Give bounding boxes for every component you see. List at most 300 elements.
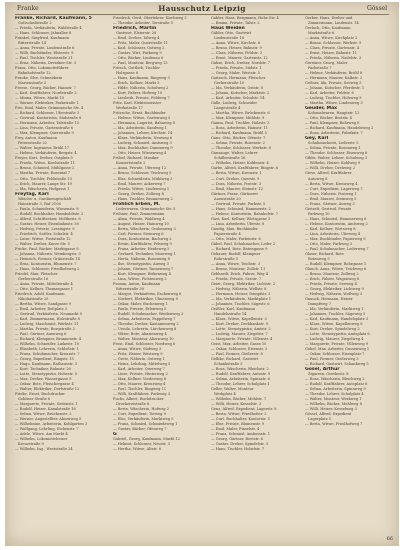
entry-line: Gottschedstraße 2: [18, 21, 52, 26]
entry-line: Fränkel, Siegfried, Kaufmann: [15, 36, 70, 41]
entry-line: — Berta, Witwe, Friedhofstr. 2: [211, 412, 267, 417]
entry-line: — Alma, Private, Waldweg 4: [113, 216, 165, 221]
entry-line: Konzertstraße 2: [116, 161, 146, 166]
entry-line: — Erich, Fahrer, Wagenweg 8: [305, 276, 360, 281]
entry-line: Kolonialwaren, Hauptstr. 12: [308, 111, 360, 116]
entry-line: — Erna, Kontoristin, Blumenstr. 7: [15, 261, 77, 266]
entry-line: — Martha, Witwe, Lindenweg 3: [305, 101, 363, 106]
entry-line: — Erwin, Kraftfahrer, Felsweg 9: [113, 241, 172, 246]
entry-line: Frauke, Else, Schneiderin: [15, 76, 63, 81]
entry-line: — Liese, Private, Hinterweg 2: [113, 372, 168, 377]
entry-line: — Johann, Kutscher, Pferdestr. 1: [305, 86, 365, 91]
entry-line: Farbstraße 7: [308, 66, 332, 71]
entry-line: — Berta, Witwe, Friedhofweg 7: [305, 422, 363, 427]
entry-line: — Frieda, Verkäuferin, Waldstraße 4: [15, 26, 82, 31]
entry-line: Botenweg 5: [308, 256, 330, 261]
entry-line: — Hans, Schlosser, Friedhofsweg 2: [15, 266, 80, 271]
entry-line: — Paul, Tischler, Weststraße 21: [15, 56, 73, 61]
entry-line: — Frieda, Näherin, Nadelstr. 3: [305, 56, 362, 61]
entry-line: — Kurt, Dreher, Drehbankstr. 9: [211, 321, 269, 326]
entry-line: — Gustav, Wirt, Parkweg 9: [113, 51, 162, 56]
entry-line: — Walter, Elektriker, Dorfstraße 12: [15, 387, 80, 392]
entry-line: — Hans, Schmied, Hammerstr. 2: [211, 206, 271, 211]
entry-line: Gahse, Erich, Dreher, Nordstr. 7: [211, 61, 270, 66]
entry-line: — Ida, Verkäuferin, Marktplatz 1: [211, 296, 272, 301]
entry-line: Dampfweg 7: [308, 301, 331, 306]
entry-line: — Frieda, Private, Seeweg 4: [305, 281, 357, 286]
entry-line: — Selma, Arbeiterin, Pappelweg 7: [113, 316, 176, 321]
entry-line: — Ludwig, Schmied, Amtsweg 3: [113, 141, 172, 146]
entry-line: — Carl, Former, Steinweg 6: [113, 231, 164, 236]
entry-line: Franz, Otto, Lokomotivführer: [15, 66, 69, 71]
entry-line: — Theodor, Dreher, Kastanienweg 2: [113, 321, 179, 326]
entry-line: — Franz, Schmied, Schmiedeweg 1: [113, 422, 178, 427]
entry-heading: Friedrich, Martin: [113, 26, 157, 32]
entry-line: — Minna, Witwe, Markt 10: [15, 96, 65, 101]
entry-line: — Theodor, Lehrer, Schulplatz 4: [305, 392, 364, 397]
entry-line: — Herta, Näherin, Rosenweg 8: [113, 256, 170, 261]
entry-line: — Emil, Maler, Pinselstr. 4: [211, 427, 260, 432]
entry-line: Gohliser Straße 6: [18, 397, 51, 402]
entry-line: — Ludwig, Tischler, Holzweg 9: [305, 96, 362, 101]
entry-line: — Adele, Witwe, Am Markt 4: [15, 432, 68, 437]
entry-line: — Bruno, Schlosser, Teichweg 5: [113, 171, 172, 176]
entry-line: — Hermann, Lagerist, Bahnweg 8: [113, 121, 175, 126]
entry-line: Marktstraße 6: [308, 31, 335, 36]
entry-line: — Wilhelm, Lokomotivheizer: [15, 437, 68, 442]
entry-line: — Gustav, Heizer, Eisenbahnstr. 30: [15, 221, 79, 226]
entry-line: — Hermann, Arbeiter, Talstraße 15: [15, 121, 80, 126]
entry-line: Glaser, Richard, Bote: [305, 251, 344, 256]
entry-line: — Erich, Kellner, Markt 5: [113, 81, 160, 86]
entry-line: — Erna, Näherin, Dresdner Str. 3: [15, 61, 76, 66]
entry-line: Gans, Otto, Bäcker, Ofenstr. 7: [211, 136, 266, 141]
entry-line: — Rudolf, Kraftfahrer, Autoplatz 6: [305, 382, 368, 387]
entry-line: — Otto, Maler, Farbweg 3: [305, 241, 353, 246]
entry-line: Gamm, Paul, Tischler, Holzstr. 3: [211, 121, 270, 126]
entry-line: — Wilhelmine, Arbeiterin, Kohlgarten 3: [15, 422, 88, 427]
entry-line: — Johann, Kutscher, Marktstr. 2: [211, 91, 270, 96]
entry-line: — Bruno, Schlosser, Werkstr. 9: [305, 41, 362, 46]
entry-line: — Gustav, Bäcker, Ofenweg 7: [113, 427, 167, 432]
entry-line: — Friedrich, Sattler, Schulstr. 4: [15, 231, 73, 236]
entry-line: — Clara, Näherin, Feldstr. 3: [211, 51, 263, 56]
entry-line: — Paul, Monteur, Bergweg 13: [113, 61, 168, 66]
entry-line: — Wilhelm, Bäcker, Mehlstr. 7: [211, 397, 267, 402]
entry-line: — Lotte, Stenotypistin, Amtstr. 2: [211, 326, 271, 331]
entry-line: Gaudig, Max, Buchbinder: [211, 226, 258, 231]
entry-line: Giese, Alfred, Kraftfahrer: [305, 171, 352, 176]
entry-line: — Ida, Arbeiterin, Sandweg 1: [113, 126, 167, 131]
column-4: [305, 16, 391, 538]
entry-line: — Margarete, Private, Villenstr. 4: [211, 337, 273, 341]
entry-line: Schuhmacherei, Lederstr. 5: [308, 141, 359, 146]
entry-line: Gibbs, Walter, Lehrer, Schulweg 3: [305, 156, 368, 161]
entry-line: — Fritz, Maler, Querstraße 11: [113, 41, 168, 46]
entry-heading: G: [113, 432, 117, 438]
entry-line: — Emma, Private, Talstr. 2: [211, 21, 260, 26]
entry-line: — Gertrud, Kontoristin, Südstraße 8: [15, 116, 82, 121]
entry-line: — Hans, Tischler, Brunnenweg 2: [113, 196, 173, 201]
entry-line: — Willi, Heizer, Kesselstr. 3: [211, 402, 262, 407]
entry-line: — Rudolf, Klempner, Rohrgasse 1: [305, 261, 367, 266]
entry-line: — Richard, Gastwirt, Schankweg 5: [305, 362, 369, 367]
entry-heading: Geuder, Max: [305, 106, 338, 112]
entry-line: Gerber, Hans, Dreher und: [305, 16, 353, 20]
entry-line: Gerstner, Georg, Maler: [305, 61, 348, 66]
entry-line: — Helene, Verkäuferin, Bergstr. 4: [15, 151, 77, 156]
entry-line: — Otto, Tischler, Feldstraße 13: [15, 176, 72, 181]
entry-line: — Selma, Private, Rosenstr. 2: [211, 141, 265, 146]
entry-line: — Hans, Tischler, Hobelstr. 7: [211, 447, 265, 452]
entry-line: — Johannes, Tischler, Sägestr. 6: [211, 301, 270, 306]
entry-line: — Richard, Kaufmann, Brühl 5: [211, 131, 267, 136]
entry-line: — Wolfgang, Lehrling, Eichenstr. 7: [15, 427, 79, 432]
entry-line: — Karl, Schlosser, Ostweg 2: [113, 46, 165, 51]
entry-line: Garbe, Alfred, Kraftfahrer, Ringstr. 6: [211, 166, 279, 171]
entry-line: — Johannes, Lehrer, Kirchstr. 14: [113, 131, 173, 136]
entry-line: — Richard, Kaufmann, Handelsweg 2: [305, 126, 374, 131]
entry-line: Werkstraße 17: [116, 106, 143, 111]
entry-line: — Bruno, Monteur, Zollstr. 11: [211, 266, 266, 271]
entry-line: Bahnhofstraße 12: [18, 71, 51, 76]
entry-line: Galle, Ludwig, Schneider: [211, 101, 258, 106]
entry-line: — Anna, Private, Mittelstraße 4: [15, 281, 73, 286]
entry-line: Hainstraße 3, Ruf 2106: [18, 201, 61, 206]
entry-line: — Gertrud, Verkäuferin, Neumarkt 5: [15, 311, 83, 316]
entry-line: — Emil, Arbeiter, Roßplatz 3: [15, 306, 68, 311]
entry-line: — Rudolf, Schuhmacher, Weidenweg 3: [113, 311, 184, 316]
entry-line: Papierstraße 4: [214, 231, 241, 236]
entry-line: — Bruno, Schmied, Mühlgasse 2: [15, 166, 75, 171]
entry-line: — Ida, Verkäuferin, Marktweg 1: [305, 306, 364, 311]
entry-line: — Heinrich, Former, Grünstraße 14: [15, 256, 80, 261]
entry-line: Zimmermann, Lindenstr. 14: [308, 21, 359, 26]
entry-line: — Oskar, Maler, Buchenweg 1: [113, 301, 168, 306]
entry-line: Lagerplatz 5: [308, 417, 332, 422]
entry-line: Wäsche- u. Gardinengeschäft: [18, 196, 72, 201]
entry-line: — Kurt, Techniker, Bahnstr. 20: [15, 367, 71, 372]
entry-line: — Anna, Witwe, Teichstr. 3: [211, 261, 261, 266]
entry-line: — Rosa, Arbeiterin, Hainstr. 11: [211, 126, 269, 131]
entry-line: — Theodor, Schlosser, Eisenweg 6: [305, 151, 368, 156]
entry-line: — Bertha, Witwe, Sandgasse 9: [15, 301, 72, 306]
entry-line: — Clara, Private, Gartenstr. 4: [305, 46, 360, 51]
entry-line: — Georg, Elektriker, Lichtweg 9: [305, 286, 364, 291]
entry-line: — Curt, Expedient, Lagerweg 7: [305, 186, 363, 191]
entry-line: — Ludwig, Maschinist, Werkstr. 11: [15, 321, 79, 326]
entry-line: — Hans, Schlosser, Jahnallee 8: [15, 31, 72, 36]
entry-heading: Gey, Karl: [305, 136, 329, 142]
entry-line: Langestraße 4: [214, 106, 241, 111]
entry-line: — Johannes, Tischler, Sägeweg 5: [305, 311, 366, 316]
entry-line: — Franz, Schmied, Ambossstr. 1: [211, 432, 270, 437]
entry-line: Gerberstraße 10: [214, 81, 245, 86]
entry-line: Friedel, Max, Fleischer: [15, 271, 58, 276]
header-title: Hausschutz Leipzig: [158, 4, 246, 13]
entry-line: — Margarete, Private, Villenweg 9: [305, 342, 369, 347]
entry-line: Geßner, Ida, Private, Seeweg 5: [305, 81, 362, 86]
entry-line: — Richard, Klempner, Brunnenstr. 4: [15, 337, 82, 341]
entry-heading: Fröhlich Erben, M.: [113, 201, 161, 207]
entry-line: Gast, Karl, Kellner, Wirtsgasse 3: [211, 216, 271, 221]
entry-line: — Gustav, Dreher, Spindelstr. 3: [211, 442, 268, 447]
entry-line: — Paul, Tischler, Ringweg 11: [113, 387, 167, 392]
entry-line: Frieke, Ernst, Buchdrucker: [15, 392, 65, 397]
entry-line: — Paul, Former, Gießerstr. 8: [211, 352, 263, 357]
entry-line: — Max, Klempner, Querstraße 9: [15, 131, 74, 136]
entry-line: — Bruno, Monteur, Zollweg 2: [305, 271, 359, 276]
entry-line: Frost, Emil, Schlosser, Nordweg 6: [113, 342, 176, 347]
entry-line: — Theodor, Arbeiter, Torstraße 5: [113, 21, 173, 26]
entry-line: Geller, Walter, Monteur: [211, 387, 254, 392]
entry-line: Schankstraße 5: [214, 362, 243, 367]
entry-line: — Frieda, Witwe, Kirchstraße 11: [15, 161, 75, 166]
entry-line: — Wilhelm, Schneider, Linkestr. 10: [15, 342, 79, 347]
entry-line: — Emil, Maurer, Steinweg 5: [305, 196, 357, 201]
entry-line: — Helene, Verkäuferin, Brühl 8: [305, 71, 363, 76]
entry-line: — Viktor, Bote, Akazienweg 4: [113, 331, 167, 336]
entry-line: — Georg, Expedient, Ringstr. 15: [15, 357, 74, 362]
entry-line: — Franz, Schuhmacher, Kreuzstr. 7: [15, 352, 80, 357]
entry-line: — Dora, Näherin, Poststr. 3: [211, 181, 262, 186]
entry-line: — Helmut, Schlosser, Neustr. 3: [113, 442, 170, 447]
entry-line: Geißler, Karl, Kaufmann: [211, 306, 256, 311]
entry-line: Fritz, Karl, Elektromeister: [113, 101, 162, 106]
entry-line: — August, Heizer, Hainweg 10: [113, 221, 169, 226]
entry-line: — Walter, Monteur, Ahornweg 10: [113, 337, 174, 341]
entry-line: — Rudolf, Kraftfahrer, Autostr. 9: [211, 372, 271, 377]
entry-line: — Selma, Private, Rosenweg 1: [305, 146, 361, 151]
entry-line: Ritterstraße 30: [116, 286, 144, 291]
entry-line: — Karl, Kaufmann, Handelsplatz 3: [305, 316, 369, 321]
entry-line: — Georg, Gärtner, Beetstr. 6: [211, 437, 263, 442]
column-1: [15, 16, 111, 538]
entry-line: Gabriel, Georg, Kaufmann, Markt 12: [113, 437, 181, 442]
entry-line: Zigarren, Goethestr. 8: [308, 372, 349, 377]
entry-line: — Selma, Arbeiterin, Spinnweg 9: [305, 387, 366, 392]
entry-line: — Dora, Kontoristin, Bachweg 2: [113, 236, 172, 241]
entry-line: — Richard, Bote, Botengasse 9: [211, 246, 268, 251]
entry-line: — Paul, Former, Gießerweg 3: [305, 357, 359, 362]
entry-line: — Willi, Dreher, Drehweg 2: [305, 166, 355, 171]
entry-line: — Max, Klempner, Mühlstr. 9: [211, 116, 265, 121]
entry-line: — Selma, Arbeiterin, Spinnstr. 6: [211, 377, 270, 382]
entry-line: — Rudolf, Buchhalter, Humboldtstr. 2: [15, 211, 84, 216]
column-3: [211, 16, 307, 538]
entry-line: Glauch, Anna, Witwe, Teichweg 6: [305, 266, 367, 271]
entry-line: — Rosa, Wäscherin, Bleichstr. 2: [211, 367, 269, 372]
entry-line: Gnauck, Hermann, Heizer: [305, 296, 353, 301]
entry-line: — Hertha, Witwe, Altstr. 8: [113, 447, 161, 452]
entry-line: Gäbler, Otto, Gastwirt: [211, 31, 252, 36]
entry-heading: Haus Weiden: [211, 26, 245, 32]
entry-line: — Fritz, Heizer, Westweg 9: [113, 352, 163, 357]
entry-line: — Ernst, Heizer, Bahnstr. 11: [305, 51, 357, 56]
entry-line: Ritterstraße 14: [18, 41, 46, 46]
entry-line: Fritzsche, Ernst, Buchbinder: [113, 111, 166, 116]
entry-heading: Freytag, Karl: [15, 191, 49, 197]
entry-line: — Paula, Private, Erlenweg 5: [113, 306, 167, 311]
entry-heading: Gösel, Arthur: [305, 367, 340, 373]
entry-line: — Erich, Maurer, Lange Str. 19: [15, 181, 72, 186]
entry-line: — Gertrud, Private, Parkstr. 5: [211, 201, 266, 206]
entry-line: — Frieda, Witwe, Lindenweg 1: [113, 186, 170, 191]
entry-line: — Paul, Klempner, Rohrweg 8: [305, 121, 360, 126]
entry-line: Gebauer, Rudolf, Klempner: [211, 251, 261, 256]
entry-line: — Frieda, Private, Südstr. 1: [211, 66, 262, 71]
entry-line: — Willi, Kraftfahrer, Parkweg 3: [113, 392, 171, 397]
entry-line: — Margot, Verkäuferin, Eschenweg 6: [113, 291, 182, 296]
entry-line: — Karl, Kellner, Wirtsweg 8: [305, 226, 356, 231]
entry-line: — Hugo, Kaufmann, Rathausstr. 3: [15, 362, 78, 367]
entry-line: — Ilse, Stenotypistin, Auweg 3: [113, 261, 169, 266]
entry-line: Gärtner, Franz, Gärtnerei: [211, 191, 258, 196]
entry-line: — Hans, Kaufmann, Ringweg 3: [113, 76, 170, 81]
entry-line: — Oskar, Schlosser, Eisenplatz 7: [305, 352, 365, 357]
entry-line: — Karl, Arbeiter, Feldstr. 6: [305, 91, 354, 96]
entry-line: — Lina, Arbeiterin, Uferweg 4: [305, 231, 361, 236]
entry-line: Nikolaistraße 25: [18, 296, 49, 301]
entry-line: — Walter, Ingenieur, Brühl 17: [15, 146, 70, 151]
entry-line: — Heinz, Lehrling, Mittelweg 5: [113, 362, 171, 367]
entry-line: — Johann, Gärtner, Tannenweg 7: [113, 266, 174, 271]
entry-line: — Curt, Dreher, Querstr. 9: [211, 176, 260, 181]
entry-line: — Bruno, Heizer, Bahnstr. 9: [211, 46, 262, 51]
entry-line: Marienstraße 5: [18, 81, 47, 86]
entry-line: Gebhardt, Erich, Fahrer, Weg 4: [211, 271, 269, 276]
entry-line: — Rosa, Arbeiterin, Fabrikstr. 7: [305, 131, 363, 136]
entry-line: — Anna, Witwe, Kirchstr. 6: [211, 41, 261, 46]
entry-line: — Anna, Witwe, Südweg 3: [113, 347, 162, 352]
entry-line: — Klara, Witwe, Kapellenweg 8: [305, 321, 363, 326]
entry-line: Freyer, Kurt, Dreher, Ostplatz 5: [15, 156, 73, 161]
entry-line: — Anna, Private, Lindenstraße 6: [15, 46, 75, 51]
entry-line: — Curt, Expedient, Torweg 9: [113, 412, 166, 417]
entry-line: — Ernst, Maurer, Gartenstr. 12: [211, 56, 268, 61]
entry-line: — Max, Dreher, Wassergasse 9: [15, 377, 72, 382]
entry-line: — Ursula, Lehrerin, Lärchenweg 8: [113, 326, 177, 331]
entry-line: Gelbke, Richard, Gastwirt: [211, 357, 259, 362]
header-rule: [15, 14, 389, 15]
entry-line: — Max, Buchbinder, Papierweg 9: [305, 236, 366, 241]
entry-line: — Helene, Witwe, Gartenweg 5: [113, 116, 171, 121]
entry-line: — Wilhelm, Heizer, Kohlenstr. 4: [211, 161, 269, 166]
entry-line: — Hermann, Heizer, Dampfstr. 5: [211, 291, 271, 296]
entry-line: — Otto, Maler, Farbenstr. 6: [211, 236, 261, 241]
page-header: [5, 2, 399, 14]
entry-line: — Liesbeth, Private, Feldweg 7: [113, 96, 170, 101]
entry-line: Frei, Emil, Maler, Grimmaische Str. 4: [15, 106, 84, 111]
entry-line: Werkplatz 4: [214, 392, 236, 397]
entry-line: — Georg, Dreher, Zollweg 8: [113, 191, 164, 196]
entry-line: Geist, Max, Arbeiter, Gasse 10: [211, 342, 267, 347]
entry-line: Gastwirt, Elsterstr. 28: [116, 31, 157, 36]
entry-line: Parkweg 10: [308, 211, 330, 216]
entry-line: — Else, Private, Blumenstr. 9: [211, 422, 265, 427]
entry-line: — Hilde, Näherin, Schulweg 2: [113, 86, 169, 91]
entry-line: — Selma, Witwe, Brückenstr. 2: [15, 412, 72, 417]
entry-line: Frey, Anton, Kaufmann: [15, 136, 57, 141]
entry-line: — Hedwig, Private, Lessingstr. 9: [15, 226, 75, 231]
entry-line: Gaitzsch, Hermann, Fleischer: [211, 76, 266, 81]
entry-line: — Luise, Witwe, Poststraße 12: [15, 236, 71, 241]
entry-line: — Lotte, Stenotypistin, Amtsplatz 6: [305, 331, 370, 336]
entry-line: — Georg, Maler, Weststr. 5: [211, 71, 260, 76]
entry-line: — Berta, Witwe, Kreuzstr. 1: [211, 171, 262, 176]
directory-page: [5, 2, 399, 546]
entry-line: — Emil, Dreher, Talweg 4: [113, 36, 160, 41]
entry-line: — Margarete, Private, Seitenstr. 1: [15, 402, 78, 407]
entry-line: Rohrstraße 5: [214, 256, 239, 261]
entry-line: Genz, Alfred, Expedient, Lagerstr. 8: [211, 407, 277, 412]
entry-line: — Walter, Dreher, Kurze Str. 5: [15, 241, 70, 246]
entry-line: — Werner, Elektriker, Parkstraße 1: [15, 101, 79, 106]
entry-line: Autoweg 8: [308, 176, 328, 181]
entry-line: — Hans, Schmied, Hammerweg 6: [305, 216, 367, 221]
entry-line: — Kurt, Dreher, Spindelweg 2: [305, 326, 360, 331]
entry-line: — Anna, Private, Uferweg 12: [113, 166, 167, 171]
entry-line: — Lina, Private, Gartenstraße 6: [15, 126, 74, 131]
entry-line: Kreuzstraße 9: [18, 442, 44, 447]
entry-line: — Karl, Arbeiter, Querweg 7: [113, 367, 165, 372]
entry-line: — Paul, Schuhmacher, Lederweg 7: [305, 246, 369, 251]
entry-line: — Berta, Wäscherin, Hofweg 2: [113, 407, 169, 412]
entry-line: Lindenstraße 18: [214, 36, 244, 41]
entry-line: — Karl, Arbeiter, Schulstr. 14: [211, 96, 265, 101]
entry-line: — Richard, Schlosser, Uferstraße 3: [15, 111, 80, 116]
entry-line: Lederwaren, Grimmaische Str. 5: [116, 206, 176, 211]
entry-line: — Hedwig, Näherin, Wollweg 3: [305, 291, 363, 296]
entry-line: — Otto, Heizer, Wiesenweg 4: [113, 151, 167, 156]
entry-line: — Otto, Bäcker, Lindenau 6: [113, 56, 164, 61]
entry-line: — Berta, Wäscherin, Grabenweg 3: [113, 226, 176, 231]
entry-line: Fricke, Paul, Bäcker, Marktgasse 8: [15, 246, 79, 251]
entry-line: — Emil, Maurer, Ackerweg 7: [113, 181, 166, 186]
entry-line: — Berta, Witwe, Kreuzweg 4: [305, 181, 358, 186]
entry-line: Gerlach, Otto, Kaufmann: [305, 26, 351, 31]
entry-line: Fröhner, Paul, Zimmermann: [113, 211, 165, 216]
entry-line: — Lina, Arbeiterin, Uferstr. 8: [211, 221, 265, 226]
entry-line: Fröbel, Richard, Musiker: [113, 156, 159, 161]
entry-line: — Oskar, Schlosser, Eisenstr. 3: [211, 347, 268, 352]
entry-line: — Willi, Buchbinder, Elsterstr. 9: [15, 51, 74, 56]
entry-line: — Ida, Verkäuferin, Oststr. 8: [211, 86, 263, 91]
entry-line: — Max, Buchhalter, Dammweg 9: [113, 146, 173, 151]
entry-heading: Franke, Richard, Kaufmann, 5: [15, 16, 92, 21]
entry-line: — Kurt, Fahrer, Hofweg 10: [113, 91, 163, 96]
entry-line: — Else, Verkäuferin, Marktweg 5: [113, 417, 174, 422]
entry-line: Göbel, Max, Arbeiter, Gassenweg 1: [305, 347, 370, 352]
entry-line: Schillerstraße 16: [214, 156, 246, 161]
entry-line: — Johanna, Näherin, Weinbergstr. 3: [15, 251, 81, 256]
entry-line: — Martha, Private, Burgstraße 2: [15, 326, 75, 331]
entry-line: — Ludwig, Maurer, Ziegelstr. 7: [211, 331, 268, 336]
entry-line: — Rosa, Wäscherin, Bleichweg 2: [305, 377, 365, 382]
entry-line: — Lotte, Stenotypistin, Hohestr. 5: [15, 372, 77, 377]
header-left-keyword: Franke: [17, 5, 39, 12]
entry-line: — Franz, Arbeiter, Heideweg 5: [113, 246, 170, 251]
entry-line: — Frieda, Private, Seestr. 7: [211, 276, 262, 281]
entry-line: Handelsstraße 14: [214, 311, 247, 316]
entry-line: Gerberstraße 16: [18, 276, 49, 281]
entry-line: — Ida, Wäscherin, Hofgasse 1: [15, 186, 70, 191]
entry-line: Fuchs, Albert, Buchdrucker: [113, 397, 164, 402]
entry-line: Auenstraße 20: [214, 196, 241, 201]
entry-line: — Wilhelm, Bäcker, Mehlweg 8: [305, 402, 362, 407]
entry-line: — Kurt, Klempner, Birkenweg 4: [113, 271, 171, 276]
entry-line: Gabler, Hans, Bergmann, Hohe Str. 4: [211, 16, 279, 20]
